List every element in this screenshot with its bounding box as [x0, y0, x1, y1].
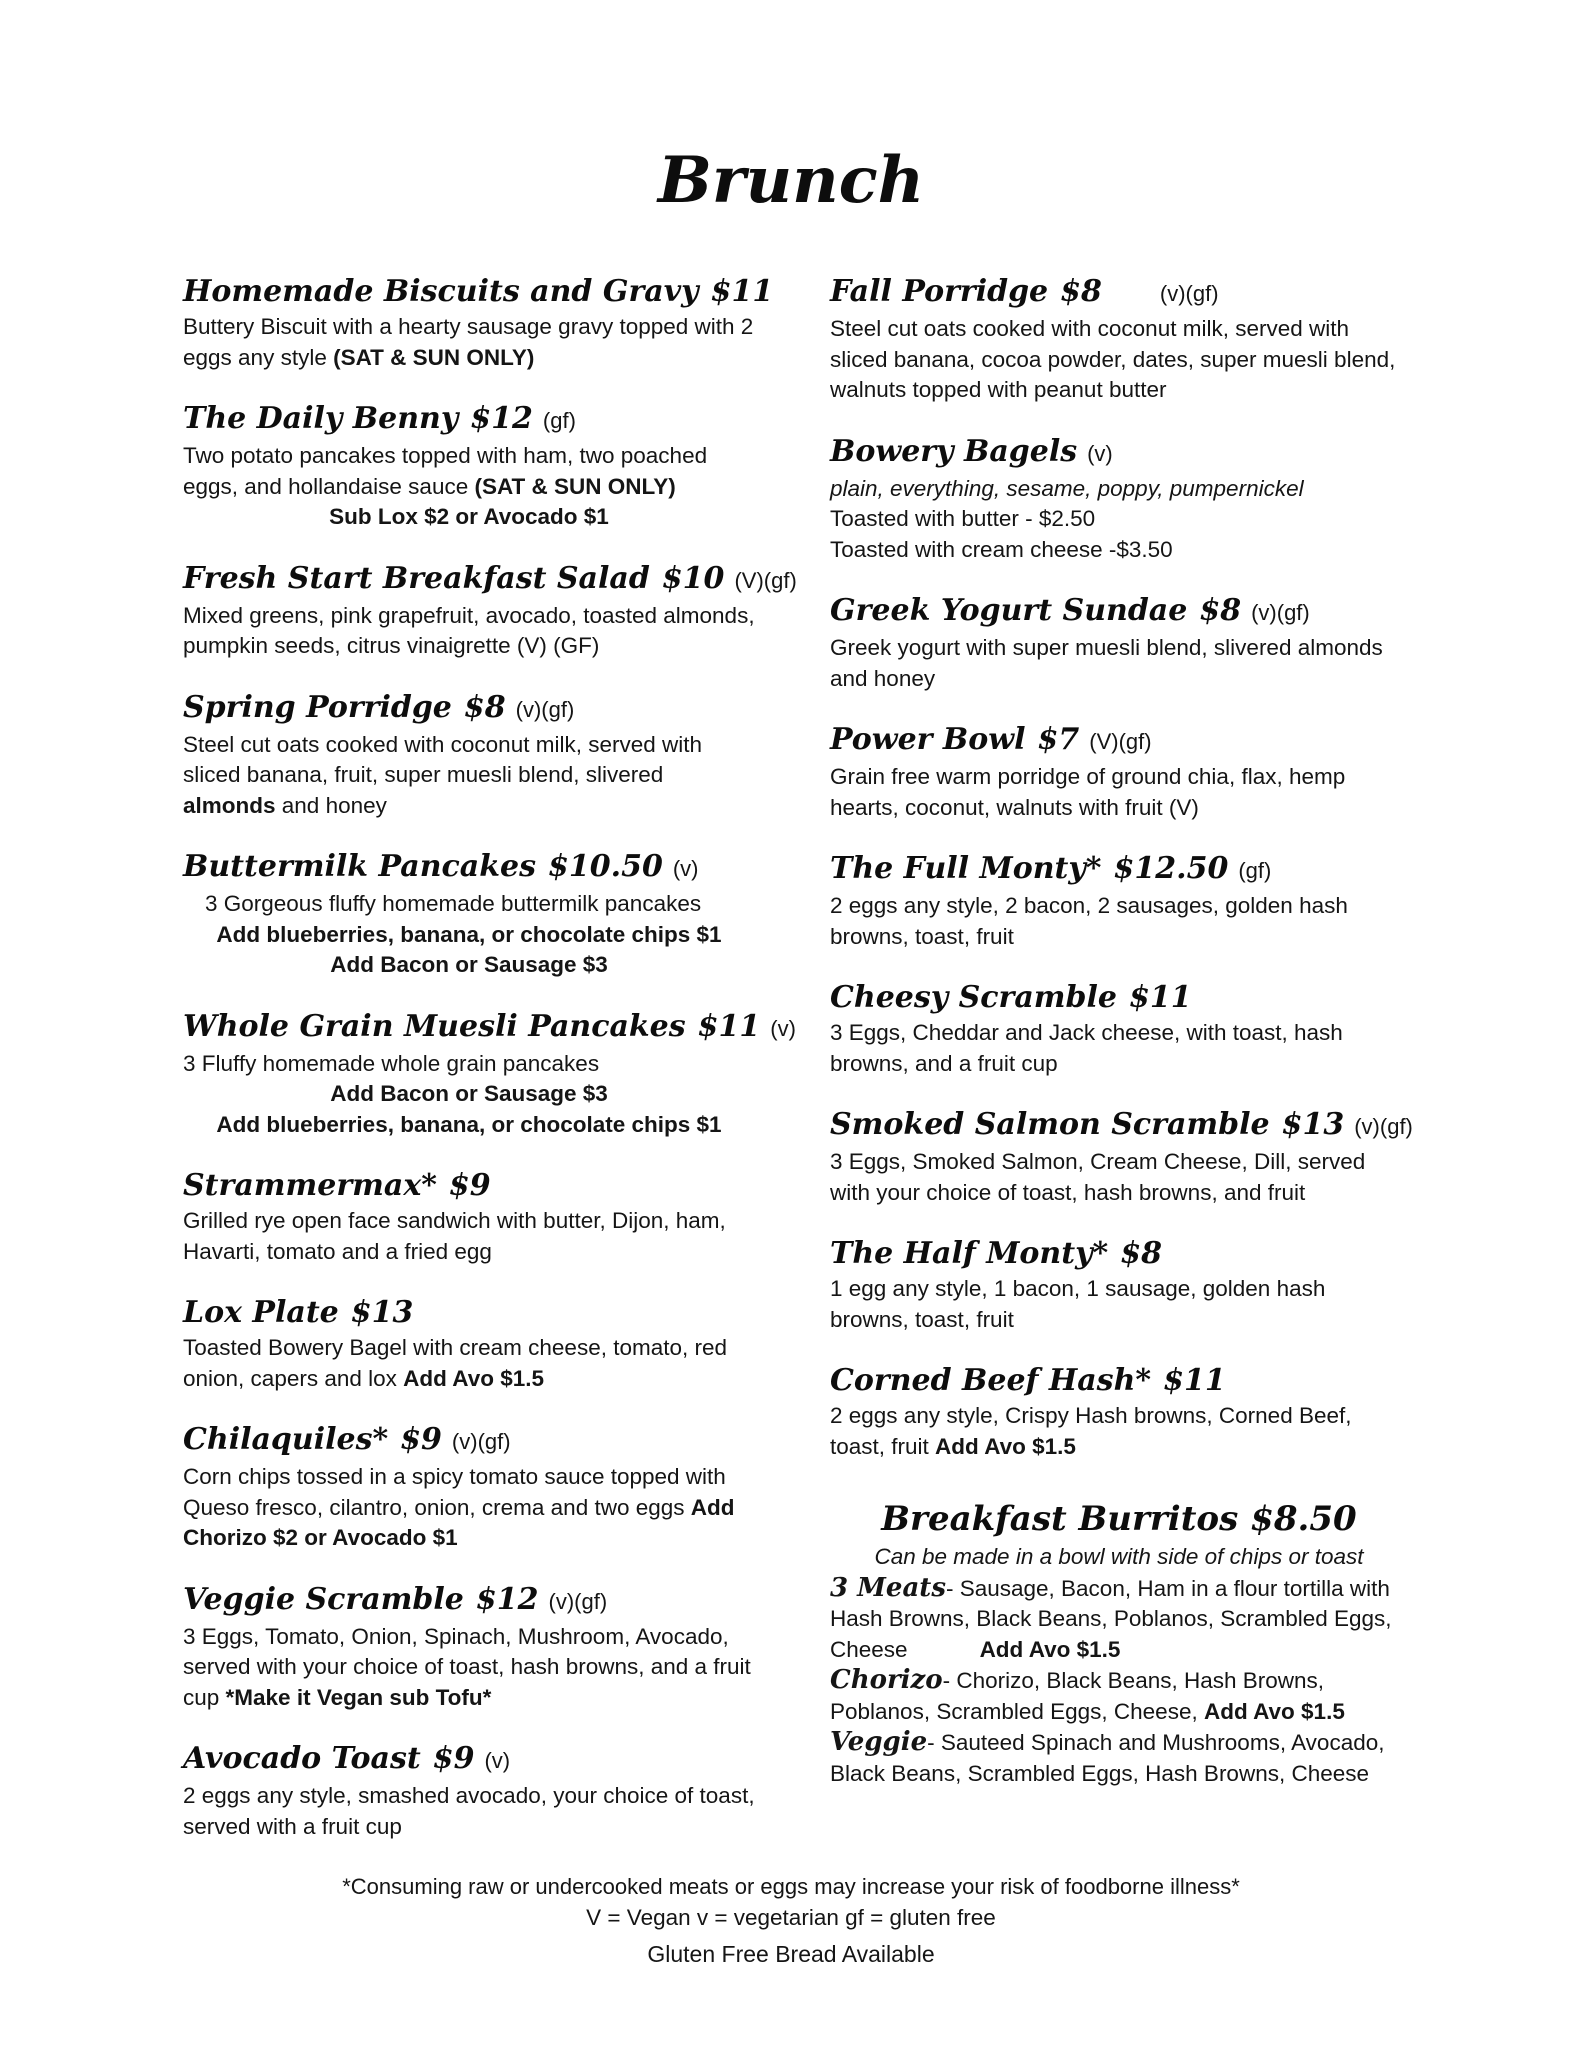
- item-description-line: [183, 1462, 755, 1554]
- item-name: Whole Grain Muesli Pancakes: [183, 1008, 686, 1044]
- text-segment: Steel cut oats cooked with coconut milk, served with sliced banana, cocoa powder, dates, super muesli blend, walnuts topped with peanut butter: [830, 316, 1396, 402]
- item-header: [183, 1293, 755, 1333]
- text-segment: Toasted Bowery Bagel with cream cheese, tomato, red onion, capers and lox: [183, 1335, 728, 1391]
- item-name: Veggie Scramble: [183, 1581, 464, 1617]
- text-segment: Add Avo $1.5: [979, 1636, 1121, 1662]
- item-name: Lox Plate: [183, 1295, 339, 1330]
- item-description-line: [183, 730, 755, 822]
- item-name: Homemade Biscuits and Gravy: [183, 274, 699, 309]
- menu-item-corned-beef-hash: [830, 1361, 1408, 1462]
- text-segment: 3 Fluffy homemade whole grain pancakes: [183, 1050, 600, 1076]
- item-name: Chilaquiles*: [183, 1422, 389, 1457]
- item-name: Fresh Start Breakfast Salad: [183, 560, 650, 596]
- menu-item-the-half-monty: [830, 1234, 1408, 1335]
- item-description-line: [183, 502, 755, 533]
- text-segment: Add Bacon or Sausage $3: [330, 1081, 608, 1106]
- item-price: $10: [661, 560, 725, 596]
- item-name: Corned Beef Hash*: [830, 1363, 1152, 1398]
- footnote-diet-legend: V = Vegan v = vegetarian gf = gluten free: [586, 1905, 996, 1930]
- item-description-line: [830, 474, 1408, 505]
- diet-markers: (v): [1087, 440, 1113, 466]
- item-name: Cheesy Scramble: [830, 980, 1118, 1015]
- item-price: $12: [475, 1581, 539, 1617]
- item-price: $7: [1037, 722, 1080, 757]
- item-header: [183, 1739, 755, 1781]
- item-price: $13: [1281, 1107, 1345, 1142]
- text-segment: Add blueberries, banana, or chocolate chips $1: [216, 1111, 722, 1137]
- item-price: $9: [400, 1422, 442, 1457]
- menu-item-smoked-salmon-scramble: [830, 1105, 1413, 1208]
- diet-markers: (v)(gf): [515, 696, 575, 722]
- item-header: [830, 1105, 1413, 1147]
- item-description-line: [183, 1781, 755, 1842]
- text-segment: Toasted with butter - $2.50: [830, 506, 1096, 531]
- text-segment: Add blueberries, banana, or chocolate chips $1: [216, 921, 722, 947]
- item-description-line: [183, 1110, 755, 1141]
- text-segment: 2 eggs any style, Crispy Hash browns, Corned Beef, toast, fruit: [830, 1403, 1352, 1459]
- item-header: [830, 591, 1408, 633]
- item-price: $8.50: [1250, 1499, 1357, 1539]
- item-price: $9: [448, 1168, 491, 1203]
- item-description-line: [183, 1622, 755, 1714]
- text-segment: 2 eggs any style, 2 bacon, 2 sausages, golden hash browns, toast, fruit: [830, 893, 1348, 949]
- item-description-line: [830, 1274, 1408, 1335]
- text-segment: - Chorizo, Black Beans, Hash Browns, Poblanos, Scrambled Eggs, Cheese,: [830, 1668, 1325, 1724]
- item-description-line: [830, 1727, 1408, 1789]
- item-price: $8: [1199, 593, 1242, 628]
- item-header: [830, 432, 1408, 474]
- item-name: Smoked Salmon Scramble: [830, 1107, 1270, 1142]
- footnote-foodborne-illness: *Consuming raw or undercooked meats or eggs may increase your risk of foodborne illness*: [342, 1874, 1240, 1899]
- item-header: [830, 1496, 1408, 1542]
- item-name: Strammermax*: [183, 1168, 437, 1203]
- menu-item-power-bowl: [830, 720, 1408, 823]
- diet-markers: (gf): [542, 408, 576, 433]
- item-name: Spring Porridge: [183, 689, 452, 725]
- menu-item-bowery-bagels: [830, 432, 1408, 566]
- text-segment: Steel cut oats cooked with coconut milk, served with sliced banana, fruit, super muesli blend, slivered: [183, 731, 702, 787]
- item-header: [183, 1580, 755, 1622]
- item-description-line: [830, 1665, 1408, 1727]
- diet-markers: (V)(gf): [734, 567, 797, 593]
- text-segment: Grain free warm porridge of ground chia, flax, hemp hearts, coconut, walnuts with fruit (V): [830, 764, 1346, 820]
- item-header: [830, 1234, 1408, 1274]
- item-description-line: [830, 314, 1408, 406]
- item-description-line: [830, 535, 1408, 566]
- diet-markers: (gf): [1238, 858, 1272, 883]
- item-description-line: [183, 312, 755, 373]
- text-segment: *Make it Vegan sub Tofu*: [225, 1684, 492, 1710]
- text-segment: (SAT & SUN ONLY): [333, 344, 535, 370]
- menu-right-column: [830, 272, 1413, 1815]
- item-header: [183, 559, 797, 601]
- item-description-line: [183, 441, 755, 502]
- item-price: $9: [432, 1741, 475, 1776]
- menu-item-fresh-start-breakfast-salad: [183, 559, 797, 662]
- item-name: Avocado Toast: [183, 1741, 421, 1776]
- text-segment: Add Avo $1.5: [403, 1365, 545, 1391]
- menu-item-strammermax: [183, 1166, 755, 1267]
- item-header: [830, 720, 1408, 762]
- text-segment: 3 Eggs, Tomato, Onion, Spinach, Mushroom, Avocado, served with your choice of toast, hash browns, and a fruit cup: [183, 1623, 751, 1710]
- item-price: $11: [1129, 980, 1192, 1015]
- footer: [0, 1872, 1582, 1970]
- text-segment: Two potato pancakes topped with ham, two poached eggs, and hollandaise sauce: [183, 443, 708, 499]
- item-description-line: [830, 633, 1408, 694]
- diet-markers: (v)(gf): [1354, 1114, 1413, 1139]
- text-segment: Buttery Biscuit with a hearty sausage gravy topped with 2 eggs any style: [183, 314, 754, 370]
- diet-markers: (v)(gf): [548, 1588, 608, 1614]
- text-segment: 2 eggs any style, smashed avocado, your choice of toast, served with a fruit cup: [183, 1783, 755, 1839]
- item-price: $8: [1120, 1236, 1162, 1271]
- menu-item-lox-plate: [183, 1293, 755, 1394]
- item-description-line: [183, 1333, 755, 1394]
- item-description-line: [830, 762, 1408, 823]
- item-header: [830, 978, 1408, 1018]
- item-name: The Full Monty*: [830, 851, 1102, 886]
- item-description-line: [183, 1079, 755, 1110]
- text-segment: Mixed greens, pink grapefruit, avocado, toasted almonds, pumpkin seeds, citrus vinaigrette (V) (GF): [183, 602, 755, 658]
- text-segment: 3 Eggs, Cheddar and Jack cheese, with toast, hash browns, and a fruit cup: [830, 1020, 1343, 1076]
- menu-item-spring-porridge: [183, 688, 755, 822]
- diet-markers: (v)(gf): [1251, 600, 1310, 625]
- text-segment: 3 Eggs, Smoked Salmon, Cream Cheese, Dill, served with your choice of toast, hash browns, and fruit: [830, 1149, 1366, 1205]
- text-segment: - Sausage, Bacon, Ham in a flour tortilla with Hash Browns, Black Beans, Poblanos, Scrambled Eggs, Cheese: [830, 1575, 1392, 1662]
- variant-name: Veggie: [830, 1727, 928, 1757]
- menu-item-buttermilk-pancakes: [183, 847, 755, 981]
- menu-item-greek-yogurt-sundae: [830, 591, 1408, 694]
- item-name: The Half Monty*: [830, 1236, 1109, 1271]
- item-price: $13: [350, 1295, 414, 1330]
- item-description-line: [830, 1542, 1408, 1573]
- text-segment: - Sauteed Spinach and Mushrooms, Avocado, Black Beans, Scrambled Eggs, Hash Browns, Cheese: [830, 1730, 1385, 1786]
- item-header: [183, 847, 755, 889]
- text-segment: Grilled rye open face sandwich with butter, Dijon, ham, Havarti, tomato and a fried egg: [183, 1208, 726, 1264]
- item-header: [183, 272, 774, 312]
- diet-markers: (v): [672, 856, 699, 881]
- text-segment: Corn chips tossed in a spicy tomato sauce topped with Queso fresco, cilantro, onion, crema and two eggs: [183, 1464, 726, 1520]
- text-segment: Can be made in a bowl with side of chips or toast: [874, 1544, 1364, 1569]
- item-description-line: [183, 920, 755, 951]
- diet-markers: (v): [484, 1748, 511, 1773]
- diet-markers: (V)(gf): [1089, 729, 1152, 754]
- text-segment: 3 Gorgeous fluffy homemade buttermilk pancakes: [205, 891, 702, 916]
- item-description-line: [183, 889, 755, 920]
- item-header: [183, 1007, 796, 1049]
- item-description-line: [830, 504, 1408, 535]
- item-price: $8: [463, 689, 506, 725]
- text-segment: Toasted with cream cheese -$3.50: [830, 536, 1173, 562]
- item-description-line: [183, 1049, 755, 1080]
- item-price: $11: [1163, 1363, 1226, 1398]
- item-description-line: [830, 1018, 1408, 1079]
- item-price: $8: [1060, 274, 1102, 309]
- menu-item-the-daily-benny: [183, 399, 755, 533]
- menu-left-column: [183, 272, 797, 1868]
- text-segment: Greek yogurt with super muesli blend, slivered almonds and honey: [830, 635, 1383, 691]
- item-header: [183, 1166, 755, 1206]
- variant-name: 3 Meats: [830, 1572, 946, 1603]
- item-description-line: [183, 1206, 755, 1267]
- text-segment: and honey: [275, 792, 387, 818]
- text-segment: 1 egg any style, 1 bacon, 1 sausage, golden hash browns, toast, fruit: [830, 1276, 1326, 1332]
- item-price: $12.50: [1113, 851, 1229, 886]
- diet-markers: (v)(gf): [451, 1429, 511, 1454]
- text-segment: Add Avo $1.5: [1203, 1698, 1345, 1724]
- item-name: Power Bowl: [830, 722, 1026, 757]
- menu-item-homemade-biscuits-and-gravy: [183, 272, 774, 373]
- page-title: Brunch: [657, 143, 925, 218]
- item-name: Greek Yogurt Sundae: [830, 593, 1188, 628]
- item-price: $12: [470, 401, 533, 436]
- variant-name: Chorizo: [830, 1665, 943, 1695]
- text-segment: (SAT & SUN ONLY): [474, 473, 676, 499]
- menu-item-avocado-toast: [183, 1739, 755, 1842]
- diet-markers: (v)(gf): [1159, 281, 1219, 306]
- item-description-line: [183, 950, 755, 981]
- menu-item-fall-porridge: [830, 272, 1408, 406]
- text-segment: Sub Lox $2 or Avocado $1: [329, 504, 609, 529]
- text-segment: Add Bacon or Sausage $3: [330, 952, 608, 977]
- menu-item-cheesy-scramble: [830, 978, 1408, 1079]
- item-header: [830, 272, 1408, 314]
- text-segment: almonds: [183, 792, 276, 818]
- item-price: $10.50: [548, 849, 663, 884]
- text-segment: plain, everything, sesame, poppy, pumpernickel: [830, 475, 1304, 501]
- footnote-gluten-free-bread: Gluten Free Bread Available: [647, 1941, 935, 1967]
- menu-item-the-full-monty: [830, 849, 1408, 952]
- menu-item-veggie-scramble: [183, 1580, 755, 1714]
- menu-item-chilaquiles: [183, 1420, 755, 1554]
- item-price: $11: [710, 274, 774, 309]
- item-header: [830, 849, 1408, 891]
- text-segment: Add Avo $1.5: [935, 1433, 1076, 1459]
- item-name: Breakfast Burritos: [881, 1499, 1239, 1539]
- text-segment: Add Chorizo $2 or Avocado $1: [183, 1494, 735, 1550]
- menu-item-breakfast-burritos: [830, 1496, 1408, 1789]
- item-name: Bowery Bagels: [830, 433, 1078, 469]
- item-name: The Daily Benny: [183, 401, 459, 436]
- item-header: [183, 1420, 755, 1462]
- item-name: Buttermilk Pancakes: [183, 849, 537, 884]
- item-header: [830, 1361, 1408, 1401]
- item-description-line: [830, 1401, 1408, 1462]
- item-description-line: [830, 891, 1408, 952]
- item-header: [183, 688, 755, 730]
- item-description-line: [830, 1573, 1408, 1666]
- item-header: [183, 399, 755, 441]
- item-name: Fall Porridge: [830, 274, 1049, 309]
- item-description-line: [830, 1147, 1408, 1208]
- diet-markers: (v): [770, 1015, 796, 1041]
- item-description-line: [183, 601, 755, 662]
- menu-item-whole-grain-muesli-pancakes: [183, 1007, 796, 1141]
- item-price: $11: [697, 1008, 761, 1044]
